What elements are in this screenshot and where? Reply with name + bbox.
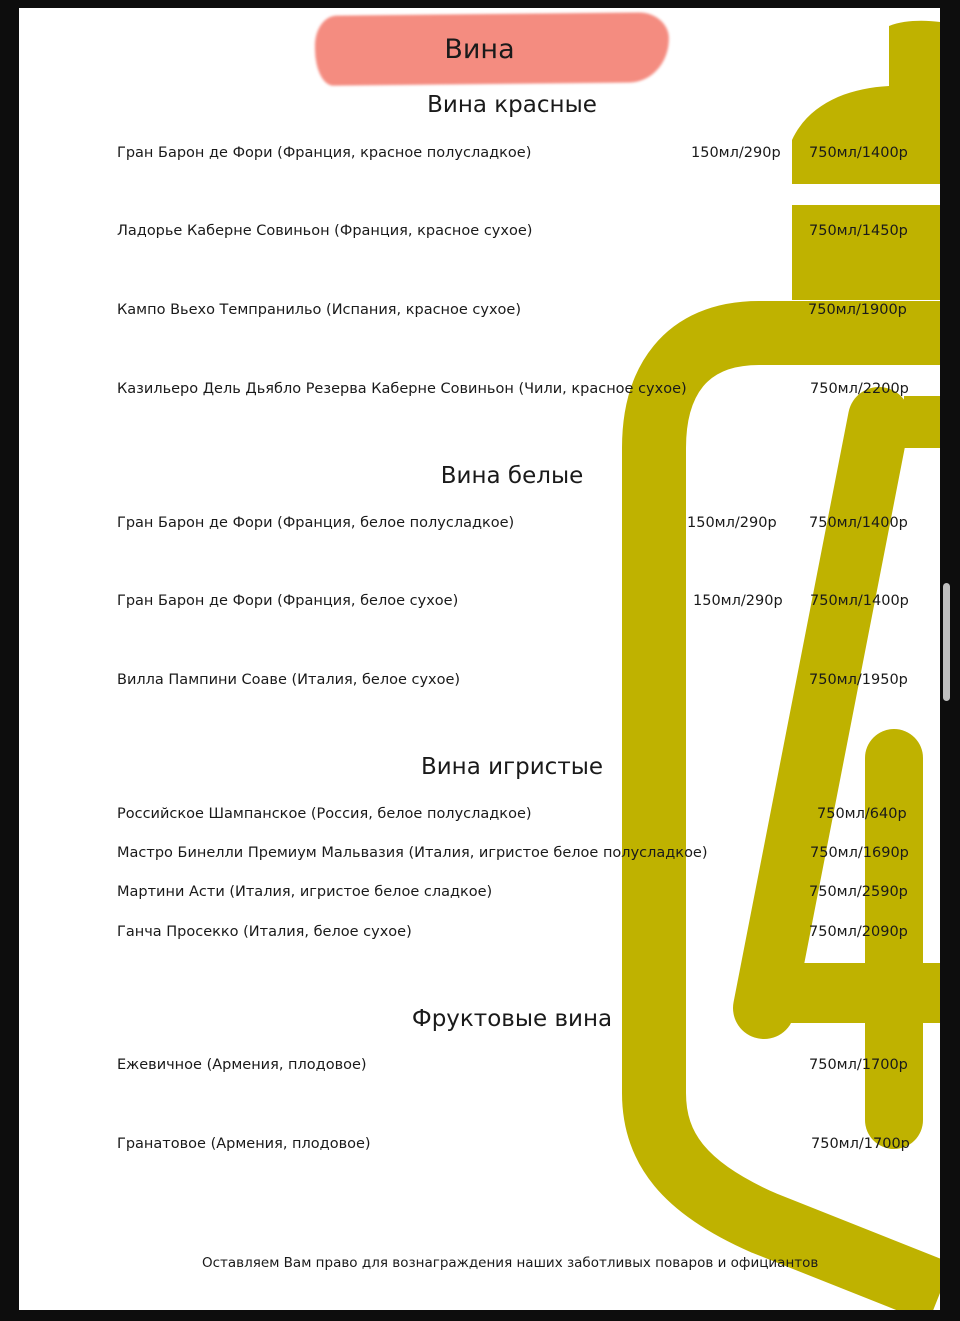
bottle-price: 750мл/2590р [809,884,908,900]
bottle-price: 750мл/1700р [811,1136,910,1152]
footer-note: Оставляем Вам право для вознаграждения наших заботливых поваров и официантов [202,1255,819,1271]
bottle-price: 750мл/1950р [809,672,908,688]
list-item: Ганча Просекко (Италия, белое сухое) [117,924,412,940]
section-heading-red-wines: Вина красные [427,92,597,118]
page-title: Вина [444,34,515,65]
list-item: Ежевичное (Армения, плодовое) [117,1057,367,1073]
bottle-price: 750мл/2200р [810,381,909,397]
bottle-price: 750мл/640р [817,806,907,822]
bottle-price: 750мл/1400р [809,515,908,531]
section-heading-sparkling-wines: Вина игристые [420,754,604,780]
list-item: Гран Барон де Фори (Франция, белое сухое) [117,593,459,609]
list-item: Кампо Вьехо Темпранильо (Испания, красное сухое) [117,302,522,318]
list-item: Вилла Пампини Соаве (Италия, белое сухое) [117,672,461,688]
scrollbar-thumb[interactable] [943,583,950,701]
list-item: Гранатовое (Армения, плодовое) [117,1136,371,1152]
list-item: Казильеро Дель Дьябло Резерва Каберне Совиньон (Чили, красное сухое) [117,381,687,397]
list-item: Гран Барон де Фори (Франция, красное полусладкое) [117,145,532,161]
bottle-price: 750мл/1400р [810,593,909,609]
bottle-logo-icon [19,8,940,1310]
glass-price: 150мл/290р [687,515,777,531]
section-heading-fruit-wines: Фруктовые вина [411,1006,613,1032]
list-item: Российское Шампанское (Россия, белое полусладкое) [117,806,532,822]
glass-price: 150мл/290р [693,593,783,609]
menu-page [19,8,940,1310]
bottle-price: 750мл/1700р [809,1057,908,1073]
bottle-price: 750мл/1450р [809,223,908,239]
bottle-price: 750мл/1400р [809,145,908,161]
section-heading-white-wines: Вина белые [440,463,584,489]
list-item: Ладорье Каберне Совиньон (Франция, красное сухое) [117,223,533,239]
bottle-price: 750мл/1900р [808,302,907,318]
bottle-price: 750мл/2090р [809,924,908,940]
list-item: Мастро Бинелли Премиум Мальвазия (Италия, игристое белое полусладкое) [117,845,708,861]
list-item: Мартини Асти (Италия, игристое белое сладкое) [117,884,493,900]
list-item: Гран Барон де Фори (Франция, белое полусладкое) [117,515,515,531]
glass-price: 150мл/290р [691,145,781,161]
bottle-price: 750мл/1690р [810,845,909,861]
